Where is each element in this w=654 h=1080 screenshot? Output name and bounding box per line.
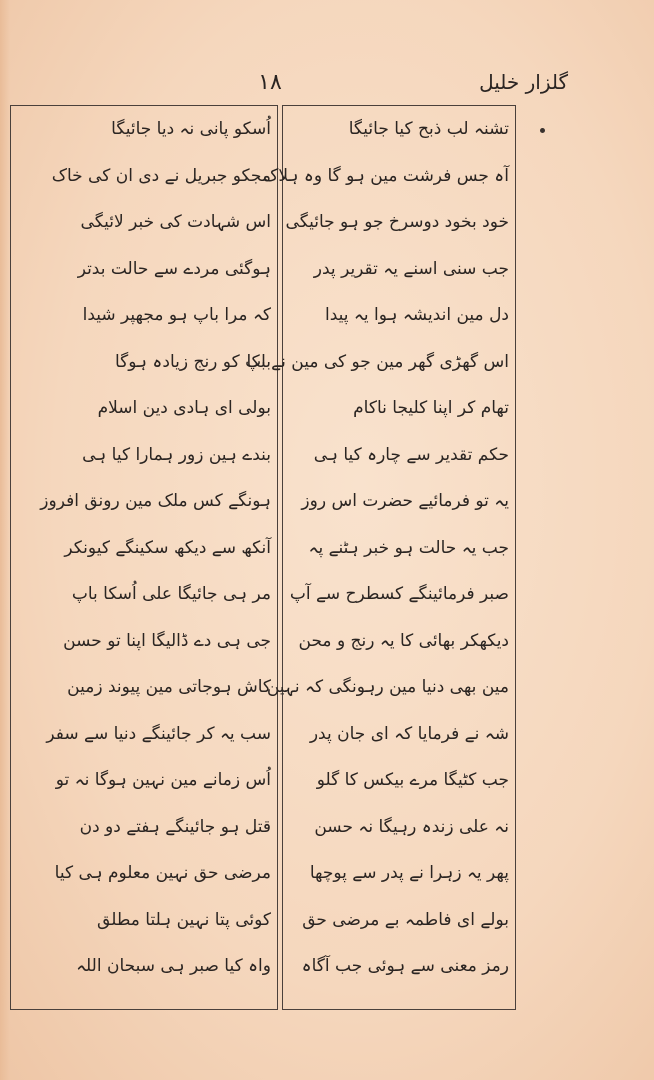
verse-line: تشنہ لب ذبح کیا جائیگا: [348, 119, 509, 139]
verse-line: بولی ای ہادی دین اسلام: [97, 398, 271, 418]
verse-line: نہ علی زندہ رہیگا نہ حسن: [314, 816, 509, 837]
verse-line: اُس زمانے مین نہین ہوگا نہ تو: [55, 770, 271, 790]
verse-line: سب یہ کر جائینگے دنیا سے سفر: [46, 723, 271, 744]
verse-line: کاش ہوجاتی مین پیوند زمین: [67, 677, 271, 697]
verse-line: واہ کیا صبر ہی سبحان اللہ: [76, 956, 271, 976]
verse-line: باپ کو رنج زیادہ ہوگا: [115, 351, 271, 372]
verse-line: جب یہ حالت ہو خبر ہٹنے پہ: [308, 537, 509, 558]
verse-line: اس شہادت کی خبر لائیگی: [80, 212, 271, 232]
verse-line: تھام کر اپنا کلیجا ناکام: [353, 398, 509, 418]
verse-line: خود بخود دوسرخ جو ہو جائیگی: [285, 212, 509, 232]
verse-line: مجکو جبریل نے دی ان کی خاک: [51, 165, 271, 186]
page-edge-shadow: [0, 0, 10, 1080]
verse-line: ہوگئی مردے سے حالت بدتر: [77, 258, 271, 279]
verse-line: دل مین اندیشہ ہوا یہ پیدا: [324, 305, 509, 325]
verse-line: اس گھڑی گھر مین جو کی مین نے بکا: [246, 351, 509, 372]
page-number: ۱۸: [258, 70, 282, 95]
verse-line: ہونگے کس ملک مین رونق افروز: [40, 491, 271, 511]
verse-line: آنکھ سے دیکھ سکینگے کیونکر: [64, 537, 271, 558]
running-header-title: گلزار خلیل: [479, 70, 568, 94]
verse-line: مرضی حق نہین معلوم ہی کیا: [54, 863, 271, 883]
verse-line: شہ نے فرمایا کہ ای جان پدر: [309, 723, 509, 744]
verse-line: صبر فرمائینگے کسطرح سے آپ: [289, 584, 509, 604]
verse-line: یہ تو فرمائیے حضرت اس روز: [301, 491, 509, 511]
verse-line: جب کٹیگا مرے بیکس کا گلو: [316, 770, 509, 790]
verse-line: پھر یہ زہرا نے پدر سے پوچھا: [309, 863, 509, 883]
verse-line: قتل ہو جائینگے ہفتے دو دن: [79, 816, 271, 837]
verse-line: رمز معنی سے ہوئی جب آگاہ: [301, 956, 509, 976]
verse-line: بولے ای فاطمہ بے مرضی حق: [302, 909, 509, 930]
verse-line: بندے ہین زور ہمارا کیا ہی: [82, 444, 271, 465]
margin-dot-icon: [540, 128, 545, 133]
verse-line: جی ہی دے ڈالیگا اپنا تو حسن: [63, 630, 271, 651]
verse-line: اُسکو پانی نہ دیا جائیگا: [111, 119, 271, 139]
verse-line: حکم تقدیر سے چارہ کیا ہی: [313, 444, 509, 465]
verse-line: مر ہی جائیگا علی اُسکا باپ: [71, 584, 271, 604]
verse-line: کہ مرا باپ ہو مجھپر شیدا: [82, 305, 271, 325]
verse-line: آہ جس فرشت مین ہو گا وہ ہلاک: [263, 165, 509, 186]
verse-line: جب سنی اسنے یہ تقریر پدر: [313, 258, 509, 279]
right-verse-column: [246, 105, 516, 1010]
left-verse-column: [10, 105, 278, 1010]
verse-line: دیکھکر بھائی کا یہ رنج و محن: [298, 630, 509, 651]
verse-line: کوئی پتا نہین ہلتا مطلق: [97, 909, 271, 930]
verse-line: مین بھی دنیا مین رہونگی کہ نہین: [266, 677, 509, 697]
